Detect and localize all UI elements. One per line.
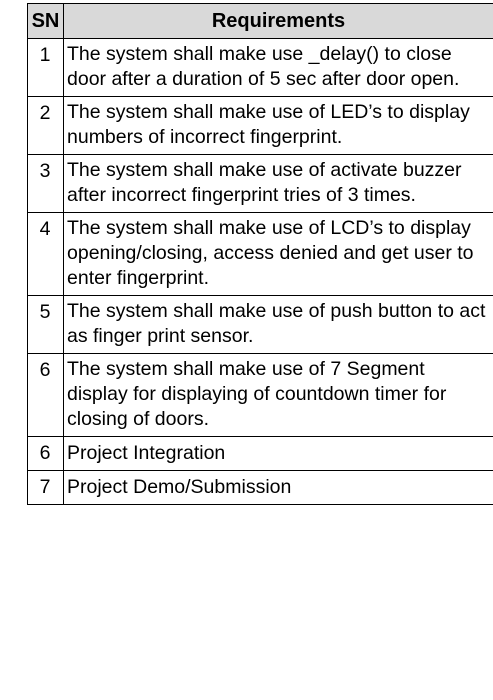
table-header: [28, 4, 493, 39]
row-requirement: The system shall make use _delay() to close door after a duration of 5 sec after door open.: [64, 39, 493, 97]
row-sn: 7: [28, 471, 64, 505]
row-sn: 4: [28, 213, 64, 296]
row-requirement: The system shall make use of 7 Segment display for displaying of countdown timer for closing of doors.: [64, 354, 493, 437]
row-requirement: The system shall make use of LED’s to display numbers of incorrect fingerprint.: [64, 97, 493, 155]
row-sn: 5: [28, 296, 64, 354]
header-row: [28, 4, 493, 39]
header-requirements: Requirements: [64, 4, 493, 39]
row-sn: 2: [28, 97, 64, 155]
row-requirement: The system shall make use of push button to act as finger print sensor.: [64, 296, 493, 354]
row-sn: 1: [28, 39, 64, 97]
table-row: [28, 97, 493, 155]
row-requirement: The system shall make use of activate buzzer after incorrect fingerprint tries of 3 times.: [64, 155, 493, 213]
table-row: [28, 471, 493, 505]
row-requirement: Project Demo/Submission: [64, 471, 493, 505]
table-row: [28, 213, 493, 296]
table-row: [28, 155, 493, 213]
row-sn: 3: [28, 155, 64, 213]
header-sn: SN: [28, 4, 64, 39]
table-row: [28, 39, 493, 97]
table-row: [28, 437, 493, 471]
row-requirement: Project Integration: [64, 437, 493, 471]
table-row: [28, 296, 493, 354]
row-sn: 6: [28, 354, 64, 437]
row-sn: 6: [28, 437, 64, 471]
table-body: [28, 39, 493, 505]
requirements-table: [27, 3, 493, 505]
table-row: [28, 354, 493, 437]
row-requirement: The system shall make use of LCD’s to display opening/closing, access denied and get user to enter fingerprint.: [64, 213, 493, 296]
